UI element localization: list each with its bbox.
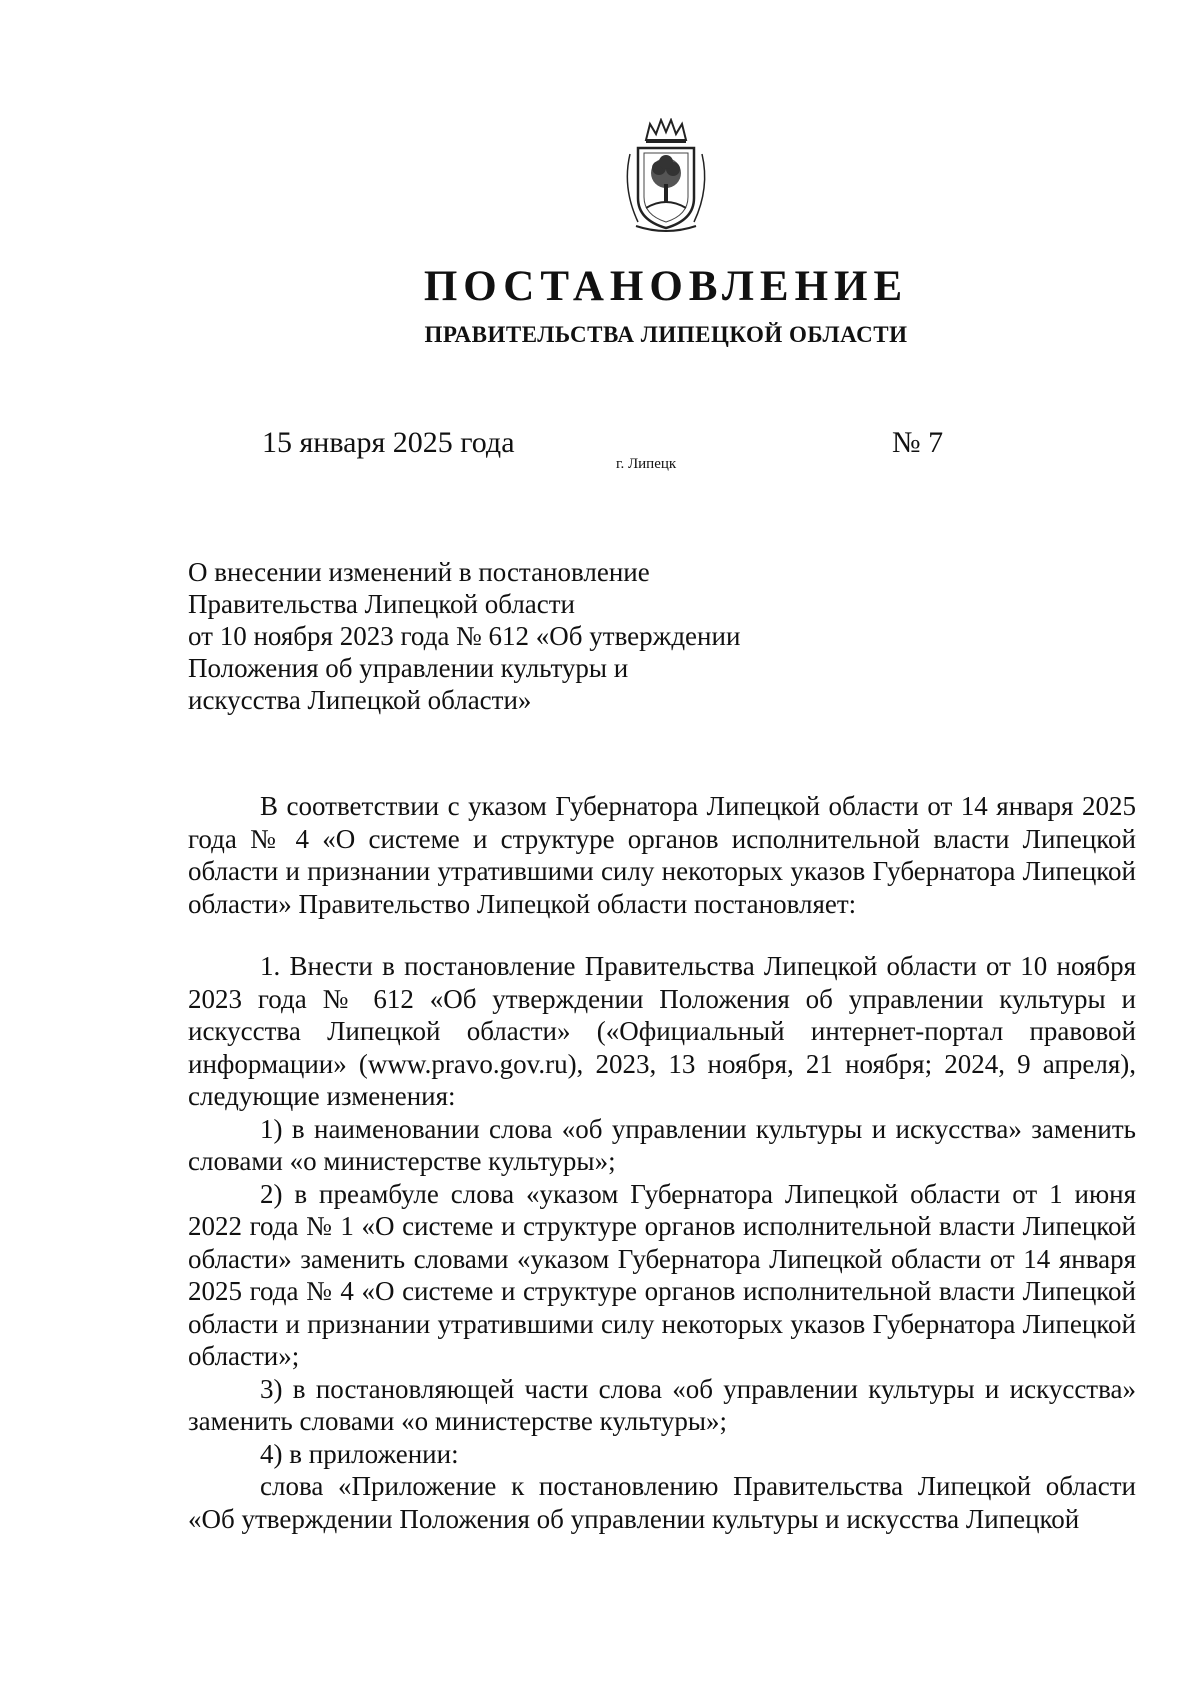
document-number: № 7 [892,426,944,459]
document-subtitle: ПРАВИТЕЛЬСТВА ЛИПЕЦКОЙ ОБЛАСТИ [424,322,908,347]
heading-line: О внесении изменений в постановление [188,557,650,587]
body-paragraph: 1) в наименовании слова «об управлении культуры и искусства» заменить словами «о министерстве культуры»; [188,1113,1136,1176]
body-paragraph: 2) в преамбуле слова «указом Губернатора Липецкой области от 1 июня 2022 года № 1 «О системе и структуре органов исполнительной власти Липецкой области» заменить словами «указом Губернатора Липецкой области от 14 января 2025 года № 4 «О системе и структуре органов исполнительной власти Липецкой области и признании утратившими силу некоторых указов Губернатора Липецкой области»; [188,1178,1136,1371]
document-body [188,790,1136,1535]
body-paragraph: 1. Внести в постановление Правительства Липецкой области от 10 ноября 2023 года № 612 «Об утверждении Положения об управлении культуры и искусства Липецкой области» («Официальный интернет-портал правовой информации» (www.pravo.gov.ru), 2023, 13 ноября, 21 ноября; 2024, 9 апреля), следующие изменения: [188,951,1136,1111]
body-paragraph: 4) в приложении: [260,1438,459,1469]
body-paragraph: слова «Приложение к постановлению Правительства Липецкой области «Об утверждении Положения об управлении культуры и искусства Липецкой [188,1471,1136,1534]
document-heading [188,556,888,716]
document-date: 15 января 2025 года [262,426,515,459]
heading-line: Положения об управлении культуры и [188,653,629,683]
document-city: г. Липецк [616,456,677,472]
document-title: ПОСТАНОВЛЕНИЕ [423,263,909,310]
preamble-paragraph: В соответствии с указом Губернатора Липецкой области от 14 января 2025 года № 4 «О системе и структуре органов исполнительной власти Липецкой области и признании утратившими силу некоторых указов Губернатора Липецкой области» Правительство Липецкой области постановляет: [188,791,1136,919]
body-paragraph: 3) в постановляющей части слова «об управлении культуры и искусства» заменить словами «о министерстве культуры»; [188,1373,1136,1436]
heading-line: от 10 ноября 2023 года № 612 «Об утверждении [188,621,741,651]
heading-line: Правительства Липецкой области [188,589,576,619]
coat-of-arms-icon [616,118,716,238]
heading-line: искусства Липецкой области» [188,685,532,715]
